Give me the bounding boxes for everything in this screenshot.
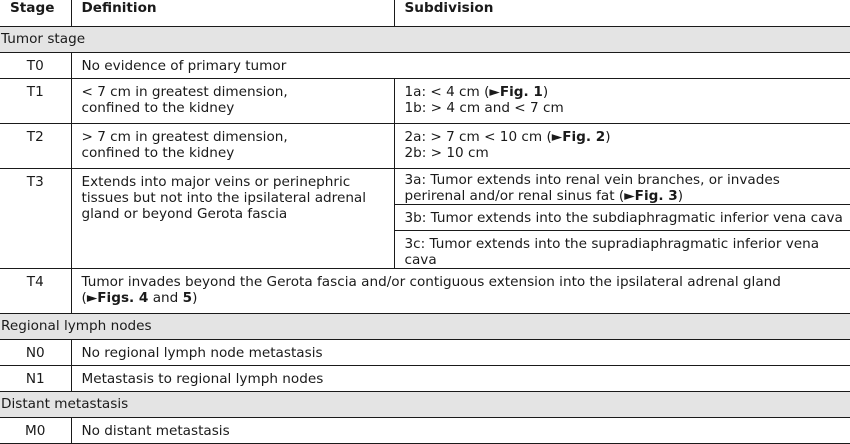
subdivision-2b: 2b: > 10 cm [404,145,489,161]
figure-reference-link[interactable]: 5 [182,290,193,306]
table-row-t3 [0,169,850,205]
figure-reference-link[interactable]: ►Fig. 1 [489,84,543,100]
stage-cell-n1: N1 [0,366,71,392]
subdivision-text: ) [605,129,611,145]
definition-cell-t4 [71,269,850,314]
subdivision-cell-3a [394,169,850,205]
header-stage: Stage [0,0,71,27]
definition-line: Extends into major veins or perinephric [81,174,351,190]
header-subdivision: Subdivision [394,0,850,27]
subdivision-text: 1a: < 4 cm ( [404,84,490,100]
subdivision-3a-line2 [405,188,849,204]
table-row-t4 [0,269,850,314]
definition-cell-t1 [71,79,394,124]
subdivision-cell-3b: 3b: Tumor extends into the subdiaphragmatic inferior vena cava [394,205,850,231]
stage-cell-n0: N0 [0,340,71,366]
table-row-n1 [0,366,850,392]
definition-line: tissues but not into the ipsilateral adrenal [81,190,367,206]
definition-line: < 7 cm in greatest dimension, [81,84,288,100]
stage-cell-t1: T1 [0,79,71,124]
definition-text: and [148,290,183,306]
section-row-tumor-stage [0,27,850,53]
stage-cell-t2: T2 [0,124,71,169]
subdivision-cell-t1 [394,79,850,124]
definition-text: ( [81,290,87,306]
subdivision-1b: 1b: > 4 cm and < 7 cm [404,100,564,116]
header-row [0,0,850,27]
definition-line: Tumor invades beyond the Gerota fascia and/or contiguous extension into the ipsilateral adrenal gland [81,274,781,290]
figure-reference-link[interactable]: ►Figs. 4 [86,290,149,306]
definition-cell-m0: No distant metastasis [71,418,850,444]
figure-reference-link[interactable]: ►Fig. 3 [624,188,678,204]
definition-line: > 7 cm in greatest dimension, [81,129,288,145]
section-row-regional-lymph-nodes [0,314,850,340]
definition-cell-n1: Metastasis to regional lymph nodes [71,366,850,392]
section-title-tumor-stage: Tumor stage [0,27,850,53]
stage-cell-m0: M0 [0,418,71,444]
definition-line: gland or beyond Gerota fascia [81,206,288,222]
subdivision-text: 2a: > 7 cm < 10 cm ( [404,129,552,145]
table-row-n0 [0,340,850,366]
subdivision-3a-line1: 3a: Tumor extends into renal vein branches, or invades [404,172,780,188]
subdivision-text: ) [542,84,549,100]
subdivision-text: ) [677,188,684,204]
figure-reference-link[interactable]: ►Fig. 2 [551,129,606,145]
subdivision-cell-3c: 3c: Tumor extends into the supradiaphragmatic inferior vena cava [394,231,850,269]
definition-text: ) [192,290,198,306]
table-row-t2 [0,124,850,169]
definition-cell-t0: No evidence of primary tumor [71,53,850,79]
definition-line: confined to the kidney [81,100,235,116]
subdivision-2a [405,129,849,145]
section-row-distant-metastasis [0,392,850,418]
table-row-t0 [0,53,850,79]
subdivision-1a [405,84,849,100]
table-row-t1 [0,79,850,124]
definition-line [82,290,849,306]
section-title-distant-metastasis: Distant metastasis [0,392,850,418]
subdivision-text: perirenal and/or renal sinus fat ( [404,188,625,204]
table-row-m0 [0,418,850,444]
stage-cell-t0: T0 [0,53,71,79]
definition-cell-t2 [71,124,394,169]
section-title-regional-lymph-nodes: Regional lymph nodes [0,314,850,340]
header-definition: Definition [71,0,394,27]
stage-cell-t4: T4 [0,269,71,314]
definition-line: confined to the kidney [81,145,235,161]
definition-cell-t3 [71,169,394,269]
stage-cell-t3: T3 [0,169,71,269]
definition-cell-n0: No regional lymph node metastasis [71,340,850,366]
subdivision-cell-t2 [394,124,850,169]
